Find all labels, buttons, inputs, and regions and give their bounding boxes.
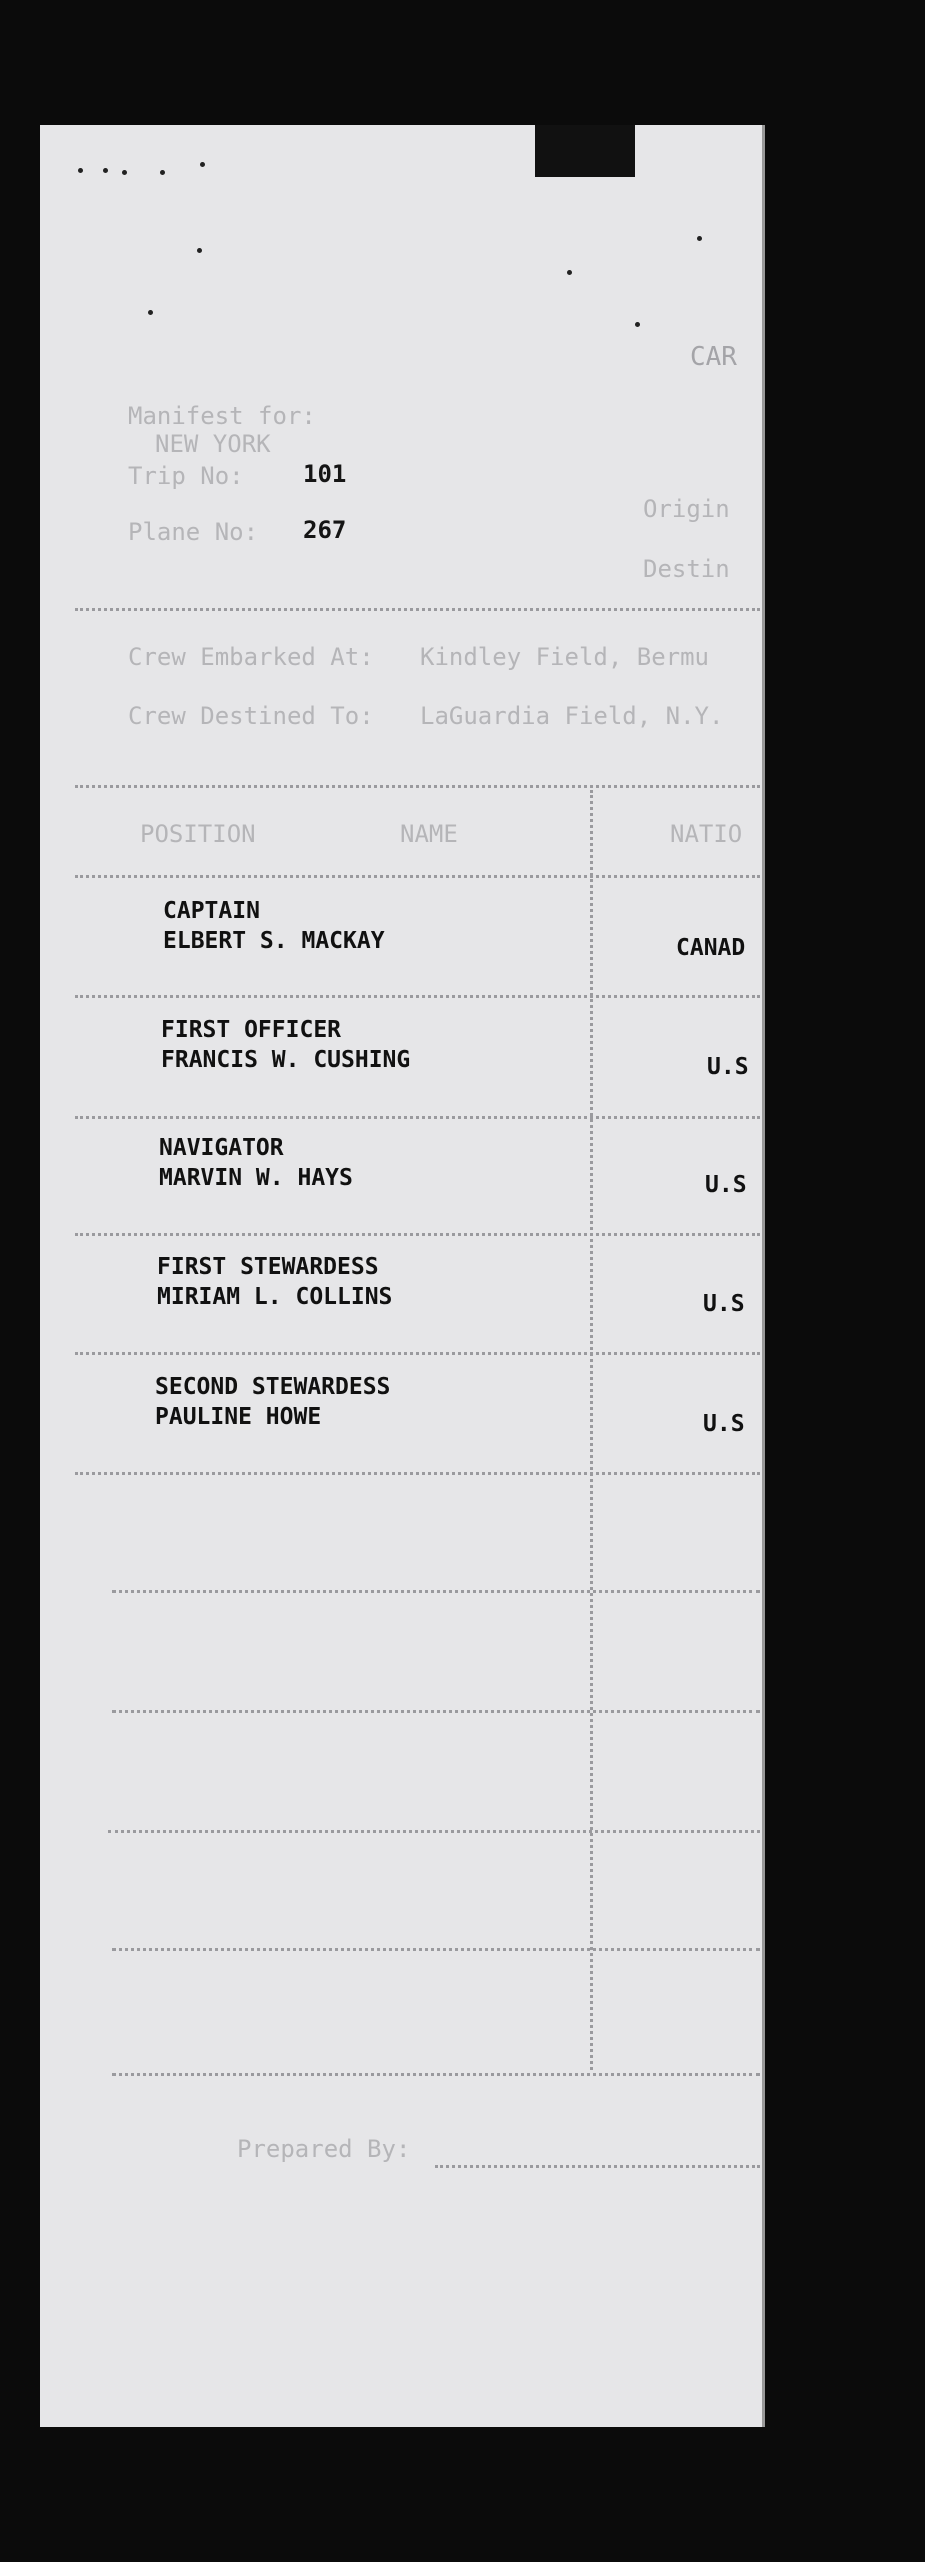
- column-nationality: NATIO: [670, 820, 743, 848]
- speck: [567, 270, 572, 275]
- destined-label: Crew Destined To:: [128, 702, 374, 730]
- row-divider: [112, 2073, 760, 2076]
- row-divider: [75, 995, 760, 998]
- speck: [78, 168, 83, 173]
- column-position: POSITION: [140, 820, 256, 848]
- manifest-for-value: NEW YORK: [155, 430, 271, 458]
- manifest-for-label: Manifest for:: [128, 402, 316, 430]
- speck: [148, 310, 153, 315]
- row-divider: [112, 1590, 760, 1593]
- crew-nationality: U.S: [705, 1172, 747, 1198]
- embarked-label: Crew Embarked At:: [128, 643, 374, 671]
- crew-name: MIRIAM L. COLLINS: [157, 1284, 393, 1310]
- crew-name: FRANCIS W. CUSHING: [161, 1047, 411, 1073]
- crew-name: ELBERT S. MACKAY: [163, 928, 385, 954]
- row-divider: [112, 1948, 760, 1951]
- trip-label: Trip No:: [128, 462, 244, 490]
- background-right-edge: [765, 0, 925, 2562]
- signature-line: [435, 2165, 760, 2168]
- paper-edge: [762, 125, 765, 2427]
- crew-nationality: U.S: [707, 1054, 749, 1080]
- crew-name: MARVIN W. HAYS: [159, 1165, 353, 1191]
- divider: [75, 785, 760, 788]
- crew-nationality: U.S: [703, 1411, 745, 1437]
- crew-position: FIRST OFFICER: [161, 1017, 342, 1043]
- crew-position: NAVIGATOR: [159, 1135, 284, 1161]
- row-divider: [75, 1472, 760, 1475]
- embarked-value: Kindley Field, Bermu: [420, 643, 709, 671]
- top-right-cut-text: CAR: [690, 342, 737, 372]
- paper-tab: [535, 125, 635, 177]
- origin-label: Origin: [643, 495, 730, 523]
- row-divider: [75, 1116, 760, 1119]
- destination-label: Destin: [643, 555, 730, 583]
- crew-position: FIRST STEWARDESS: [157, 1254, 379, 1280]
- divider: [75, 608, 760, 611]
- plane-value: 267: [303, 516, 347, 544]
- speck: [197, 248, 202, 253]
- speck: [122, 170, 127, 175]
- crew-position: SECOND STEWARDESS: [155, 1374, 391, 1400]
- speck: [200, 162, 205, 167]
- row-divider: [75, 1352, 760, 1355]
- column-divider: [590, 790, 593, 2070]
- trip-value: 101: [303, 460, 347, 488]
- row-divider: [108, 1830, 760, 1833]
- crew-nationality: U.S: [703, 1291, 745, 1317]
- plane-label: Plane No:: [128, 518, 259, 546]
- speck: [697, 236, 702, 241]
- crew-nationality: CANAD: [676, 935, 746, 961]
- row-divider: [75, 1233, 760, 1236]
- speck: [160, 170, 165, 175]
- prepared-by-label: Prepared By:: [237, 2135, 411, 2163]
- crew-name: PAULINE HOWE: [155, 1404, 322, 1430]
- speck: [103, 168, 108, 173]
- divider: [75, 875, 760, 878]
- row-divider: [112, 1710, 760, 1713]
- speck: [635, 322, 640, 327]
- destined-value: LaGuardia Field, N.Y.: [420, 702, 724, 730]
- crew-position: CAPTAIN: [163, 898, 260, 924]
- column-name: NAME: [400, 820, 458, 848]
